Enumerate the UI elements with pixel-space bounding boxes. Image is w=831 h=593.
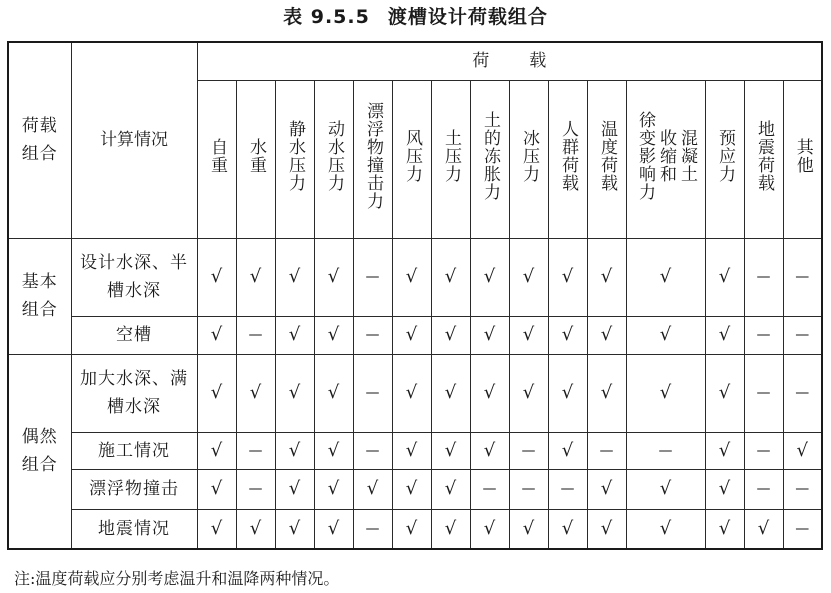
mark-cell: √ (275, 509, 314, 549)
mark-cell: √ (431, 509, 470, 549)
load-header (470, 80, 509, 238)
load-header (744, 80, 783, 238)
group-label-cell (8, 238, 71, 354)
condition-label: 空槽 (116, 325, 152, 345)
mark-cell: — (236, 469, 275, 509)
load-header (783, 80, 822, 238)
mark-cell: √ (275, 316, 314, 354)
table-row (8, 432, 822, 469)
mark-cell: √ (392, 238, 431, 316)
mark-cell: — (470, 469, 509, 509)
mark-cell: — (744, 316, 783, 354)
mark-cell: √ (587, 316, 626, 354)
mark-cell: √ (236, 509, 275, 549)
mark-cell: — (744, 432, 783, 469)
mark-cell: √ (197, 316, 236, 354)
header-combination: 荷载组合 (8, 42, 71, 238)
mark-cell: √ (314, 432, 353, 469)
mark-cell: √ (431, 238, 470, 316)
group-label: 偶然组合 (21, 427, 58, 476)
mark-cell: — (783, 316, 822, 354)
load-header (392, 80, 431, 238)
mark-cell: √ (431, 469, 470, 509)
header-loads: 荷载 (197, 42, 822, 80)
mark-cell: √ (587, 354, 626, 432)
table-title (0, 2, 831, 29)
load-header-label: 风压力 (402, 129, 422, 183)
mark-cell: — (353, 238, 392, 316)
mark-cell: √ (626, 509, 705, 549)
table-row (8, 469, 822, 509)
mark-cell: √ (197, 432, 236, 469)
mark-cell: — (353, 316, 392, 354)
mark-cell: — (353, 509, 392, 549)
table-row (8, 316, 822, 354)
load-header (275, 80, 314, 238)
mark-cell: √ (392, 432, 431, 469)
load-header-label: 冰压力 (519, 129, 539, 183)
mark-cell: √ (275, 238, 314, 316)
mark-cell: — (587, 432, 626, 469)
mark-cell: √ (314, 316, 353, 354)
mark-cell: √ (314, 469, 353, 509)
load-header-label: 水重 (246, 138, 266, 174)
condition-cell (71, 509, 197, 549)
condition-cell (71, 432, 197, 469)
mark-cell: √ (509, 354, 548, 432)
mark-cell: √ (197, 509, 236, 549)
mark-cell: √ (548, 509, 587, 549)
condition-cell (71, 238, 197, 316)
mark-cell: — (509, 469, 548, 509)
mark-cell: — (236, 432, 275, 469)
load-header (587, 80, 626, 238)
mark-cell: √ (587, 509, 626, 549)
load-header-label: 静水压力 (285, 120, 305, 192)
mark-cell: √ (470, 238, 509, 316)
condition-label: 地震情况 (98, 518, 170, 539)
mark-cell: √ (548, 432, 587, 469)
mark-cell: √ (431, 316, 470, 354)
mark-cell: — (236, 316, 275, 354)
condition-label: 漂浮物撞击 (89, 479, 179, 499)
load-header (548, 80, 587, 238)
load-header (626, 80, 705, 238)
table-number: 表 9.5.5 (283, 6, 370, 28)
group-label: 基本组合 (21, 272, 58, 320)
load-header-label: 自重 (207, 138, 227, 174)
load-combination-table (7, 41, 823, 550)
condition-cell (71, 354, 197, 432)
table-title-text: 渡槽设计荷载组合 (387, 6, 548, 28)
mark-cell: √ (392, 509, 431, 549)
load-header (705, 80, 744, 238)
mark-cell: — (353, 432, 392, 469)
mark-cell: — (744, 354, 783, 432)
load-header (431, 80, 470, 238)
load-header (314, 80, 353, 238)
mark-cell: √ (470, 316, 509, 354)
mark-cell: — (353, 354, 392, 432)
mark-cell: √ (197, 238, 236, 316)
table-row (8, 354, 822, 432)
header-condition: 计算情况 (71, 42, 197, 238)
mark-cell: — (744, 238, 783, 316)
mark-cell: √ (275, 469, 314, 509)
mark-cell: √ (705, 316, 744, 354)
mark-cell: √ (314, 238, 353, 316)
mark-cell: √ (626, 238, 705, 316)
mark-cell: — (548, 469, 587, 509)
mark-cell: √ (314, 509, 353, 549)
load-header-label: 人群荷载 (558, 120, 578, 192)
mark-cell: √ (626, 316, 705, 354)
condition-label: 加大水深、满槽水深 (80, 369, 188, 417)
mark-cell: √ (275, 354, 314, 432)
condition-cell (71, 469, 197, 509)
condition-label: 施工情况 (98, 440, 170, 461)
mark-cell: — (783, 354, 822, 432)
mark-cell: √ (548, 238, 587, 316)
table-note: 注:温度荷载应分别考虑温升和温降两种情况。 (14, 569, 340, 588)
load-header (353, 80, 392, 238)
mark-cell: √ (275, 432, 314, 469)
mark-cell: √ (548, 316, 587, 354)
table-row (8, 509, 822, 549)
mark-cell: — (626, 432, 705, 469)
mark-cell: √ (705, 469, 744, 509)
mark-cell: √ (509, 509, 548, 549)
mark-cell: √ (431, 354, 470, 432)
load-header (236, 80, 275, 238)
mark-cell: √ (197, 354, 236, 432)
mark-cell: √ (587, 238, 626, 316)
load-header-label: 土压力 (441, 129, 461, 183)
mark-cell: √ (509, 238, 548, 316)
mark-cell: √ (587, 469, 626, 509)
mark-cell: √ (431, 432, 470, 469)
mark-cell: — (783, 238, 822, 316)
mark-cell: — (783, 509, 822, 549)
mark-cell: √ (705, 509, 744, 549)
mark-cell: √ (470, 432, 509, 469)
mark-cell: √ (197, 469, 236, 509)
load-header-label: 其他 (792, 138, 813, 174)
mark-cell: √ (626, 469, 705, 509)
mark-cell: √ (470, 354, 509, 432)
load-header-label: 土的冻胀力 (480, 111, 500, 201)
load-header (509, 80, 548, 238)
mark-cell: √ (744, 509, 783, 549)
mark-cell: √ (314, 354, 353, 432)
mark-cell: √ (392, 354, 431, 432)
table-row (8, 238, 822, 316)
mark-cell: √ (705, 354, 744, 432)
load-header (197, 80, 236, 238)
mark-cell: — (783, 469, 822, 509)
mark-cell: √ (705, 238, 744, 316)
mark-cell: √ (783, 432, 822, 469)
mark-cell: √ (548, 354, 587, 432)
load-header-label: 温度荷载 (597, 120, 617, 192)
load-header-label: 地震荷载 (754, 120, 774, 192)
mark-cell: √ (626, 354, 705, 432)
mark-cell: — (509, 432, 548, 469)
mark-cell: √ (705, 432, 744, 469)
mark-cell: √ (470, 509, 509, 549)
load-header-label: 混凝土 收缩和 徐变影响力 (635, 111, 697, 201)
mark-cell: √ (392, 469, 431, 509)
load-header-label: 漂浮物撞击力 (363, 102, 383, 210)
mark-cell: √ (392, 316, 431, 354)
mark-cell: √ (236, 238, 275, 316)
group-label-cell (8, 354, 71, 549)
condition-label: 设计水深、半槽水深 (80, 253, 188, 301)
mark-cell: √ (509, 316, 548, 354)
load-header-label: 动水压力 (324, 120, 344, 192)
mark-cell: √ (236, 354, 275, 432)
condition-cell (71, 316, 197, 354)
load-header-label: 预应力 (715, 129, 735, 183)
mark-cell: √ (353, 469, 392, 509)
mark-cell: — (744, 469, 783, 509)
